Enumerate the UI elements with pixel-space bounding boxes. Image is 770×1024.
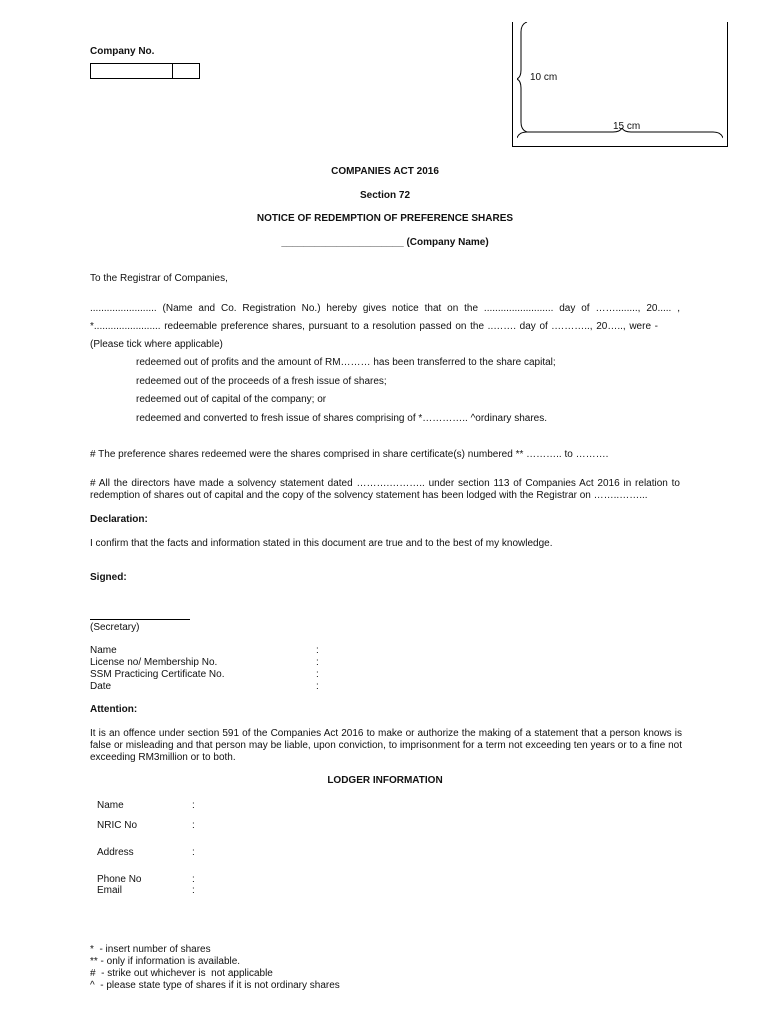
solvency-note-line-1: # All the directors have made a solvency statement dated ……….……….. under section 113 of Companies Act 2016 in relation to xyxy=(90,478,680,489)
signed-ssm-colon: : xyxy=(316,669,319,680)
footnote-strike: # - strike out whichever is not applicable xyxy=(90,968,273,979)
signed-license-colon: : xyxy=(316,657,319,668)
signed-date-colon: : xyxy=(316,681,319,692)
tick-instruction: (Please tick where applicable) xyxy=(90,339,223,350)
secretary-label: (Secretary) xyxy=(90,622,140,633)
lodger-name-colon: : xyxy=(192,800,195,811)
lodger-phone-colon: : xyxy=(192,874,195,885)
lodger-address-colon: : xyxy=(192,847,195,858)
signed-ssm-label: SSM Practicing Certificate No. xyxy=(90,669,225,680)
signed-heading: Signed: xyxy=(90,572,127,583)
lodger-heading: LODGER INFORMATION xyxy=(327,775,443,786)
act-title: COMPANIES ACT 2016 xyxy=(331,166,439,177)
company-no-divider xyxy=(172,64,173,78)
attention-heading: Attention: xyxy=(90,704,138,715)
lodger-address-label: Address xyxy=(97,847,134,858)
lodger-phone-label: Phone No xyxy=(97,874,142,885)
photo-width-label: 15 cm xyxy=(613,121,641,132)
signed-name-colon: : xyxy=(316,645,319,656)
notice-line-2: *........................ redeemable preference shares, pursuant to a resolution passed on the ..……. day of .……….., 20….., were - xyxy=(90,321,658,332)
attention-text: It is an offence under section 591 of the Companies Act 2016 to make or authorize the making of a statement that a person knows is false or misleading and that person may be liable, upon conviction, to imprisonment for a term not exceeding ten years or to a fine not exceeding RM3million or to both. xyxy=(90,728,682,763)
lodger-name-label: Name xyxy=(97,800,124,811)
signed-license-label: License no/ Membership No. xyxy=(90,657,218,668)
company-no-field[interactable] xyxy=(90,63,200,79)
option-fresh-issue[interactable]: redeemed out of the proceeds of a fresh issue of shares; xyxy=(136,376,387,387)
lodger-email-colon: : xyxy=(192,885,195,896)
option-capital[interactable]: redeemed out of capital of the company; or xyxy=(136,394,327,405)
salutation: To the Registrar of Companies, xyxy=(90,273,228,284)
declaration-heading: Declaration: xyxy=(90,514,148,525)
certificate-note: # The preference shares redeemed were the shares comprised in share certificate(s) numbered ** ……….. to ………. xyxy=(90,449,609,460)
signature-line[interactable] xyxy=(90,619,190,620)
signed-name-label: Name xyxy=(90,645,117,656)
option-profits[interactable]: redeemed out of profits and the amount of RM……… has been transferred to the share capital; xyxy=(136,357,556,368)
solvency-note-line-2: redemption of shares out of capital and the copy of the solvency statement has been lodged with the Registrar on ……..……... xyxy=(90,490,648,501)
lodger-nric-colon: : xyxy=(192,820,195,831)
company-name-line: ______________________ (Company Name) xyxy=(281,237,489,248)
height-brace xyxy=(517,22,531,132)
page-title: NOTICE OF REDEMPTION OF PREFERENCE SHARES xyxy=(256,213,514,224)
signed-date-label: Date xyxy=(90,681,112,692)
declaration-text: I confirm that the facts and information stated in this document are true and to the best of my knowledge. xyxy=(90,538,553,549)
lodger-nric-label: NRIC No xyxy=(97,820,138,831)
photo-height-label: 10 cm xyxy=(530,72,558,83)
section-title: Section 72 xyxy=(359,190,411,201)
company-no-label: Company No. xyxy=(90,46,155,57)
option-converted[interactable]: redeemed and converted to fresh issue of shares comprising of *………….. ^ordinary shares. xyxy=(136,413,547,424)
footnote-insert: * - insert number of shares xyxy=(90,944,211,955)
lodger-email-label: Email xyxy=(97,885,123,896)
footnote-optional: ** - only if information is available. xyxy=(90,956,241,967)
footnote-share-type: ^ - please state type of shares if it is not ordinary shares xyxy=(90,980,340,991)
notice-line-1: ........................ (Name and Co. Registration No.) hereby gives notice that on the ......................... day of ……........, 20..... , xyxy=(90,303,680,314)
